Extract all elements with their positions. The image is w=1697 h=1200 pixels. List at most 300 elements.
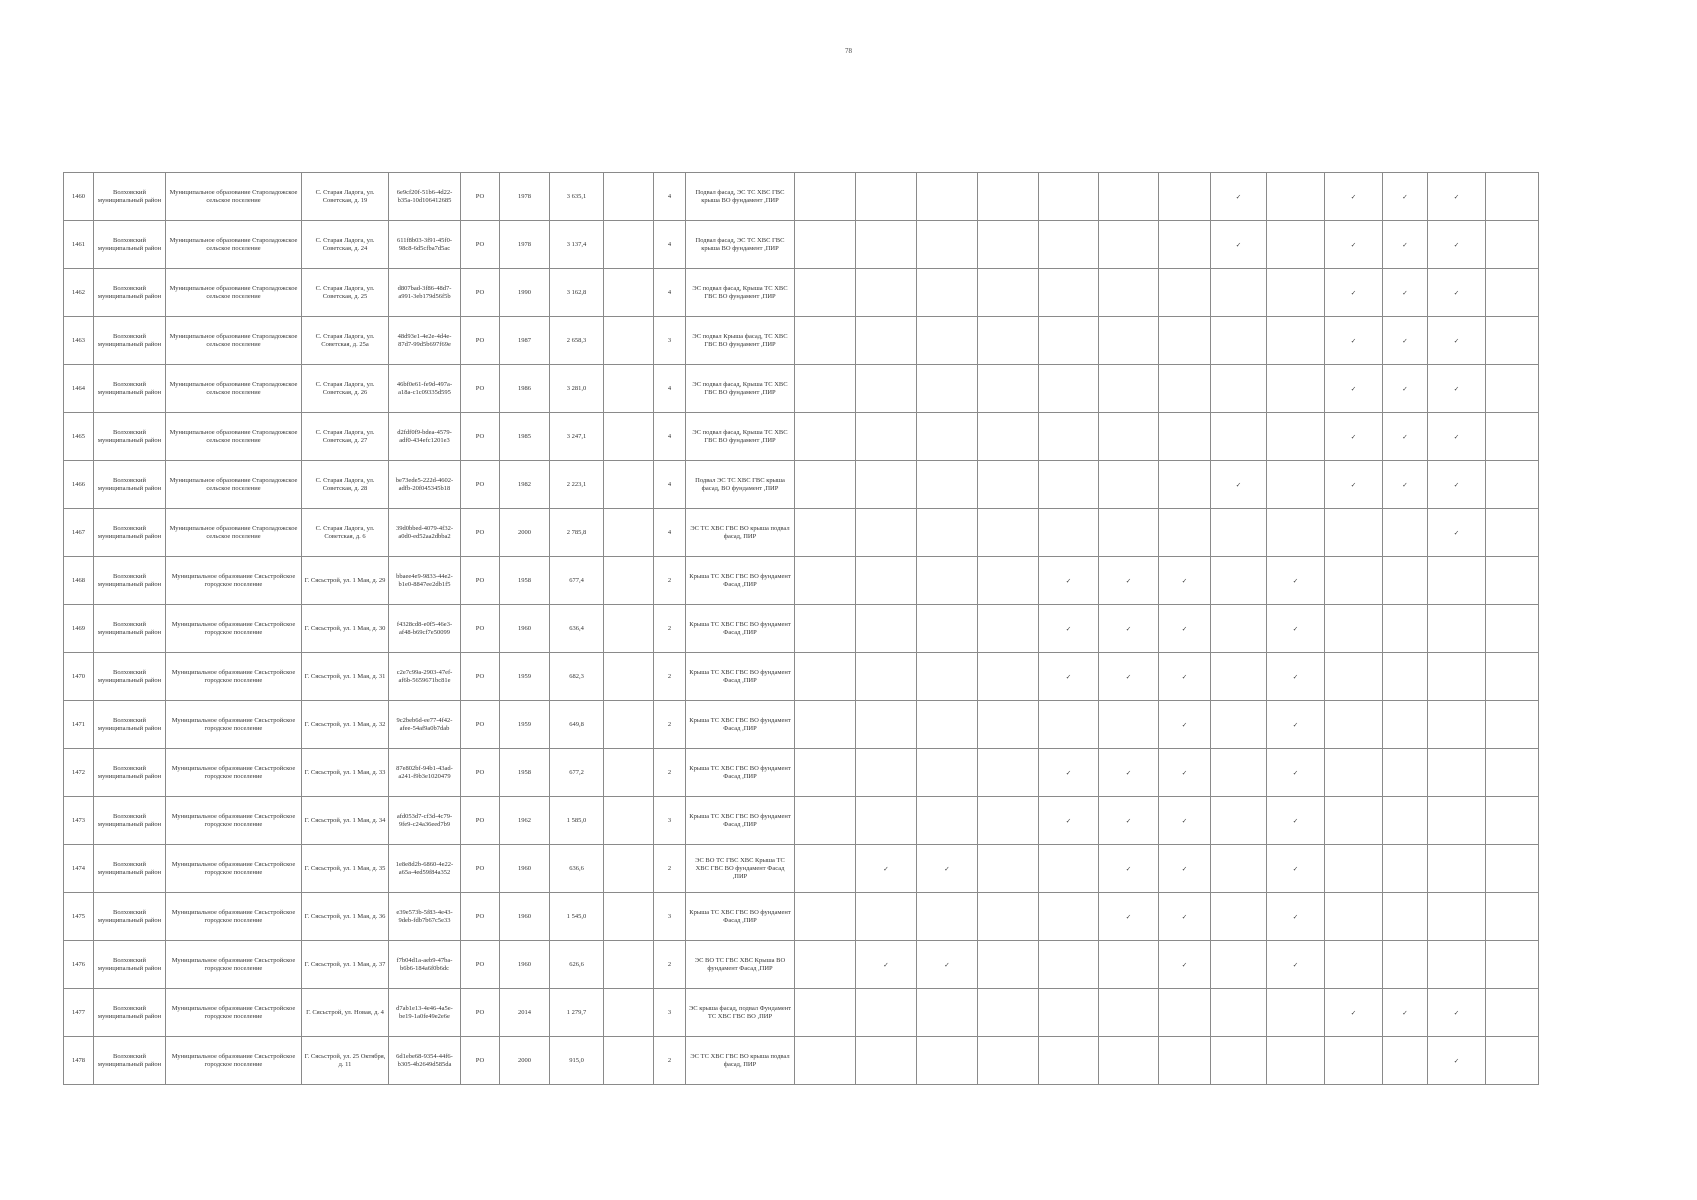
- work-cell: [1099, 269, 1159, 317]
- work-cell: [1486, 605, 1539, 653]
- row-number: 1461: [64, 221, 94, 269]
- check-mark-icon: ✓: [1211, 221, 1267, 269]
- area-cell: 636,6: [550, 845, 604, 893]
- municipality-cell: Муниципальное образование Староладожское сельское поселение: [166, 269, 302, 317]
- table-row: [64, 605, 1539, 653]
- guid-cell: d807bad-3f86-48d7-a991-3eb179d56f5b: [389, 269, 461, 317]
- empty-cell: [604, 461, 654, 509]
- municipality-cell: Муниципальное образование Староладожское сельское поселение: [166, 317, 302, 365]
- work-cell: [978, 365, 1039, 413]
- work-cell: [1159, 1037, 1211, 1085]
- empty-cell: [604, 173, 654, 221]
- guid-cell: be73ede5-222d-4602-adfb-20f045345b18: [389, 461, 461, 509]
- work-cell: [1099, 317, 1159, 365]
- address-cell: Г. Сясьстрой, ул. 1 Мая, д. 32: [302, 701, 389, 749]
- table-row: [64, 1037, 1539, 1085]
- empty-cell: [604, 317, 654, 365]
- guid-cell: 6e9cf20f-51b6-4d22-b35a-10d106412685: [389, 173, 461, 221]
- check-mark-icon: ✓: [1039, 749, 1099, 797]
- table-row: [64, 893, 1539, 941]
- check-mark-icon: ✓: [1428, 365, 1486, 413]
- work-cell: [1099, 461, 1159, 509]
- address-cell: С. Старая Ладога, ул. Советская, д. 19: [302, 173, 389, 221]
- address-cell: С. Старая Ладога, ул. Советская, д. 24: [302, 221, 389, 269]
- works-list-cell: ЭС крыша фасад, подвал Фундамент ТС ХВС ГВС ВО ,ПИР: [686, 989, 795, 1037]
- work-cell: [1211, 1037, 1267, 1085]
- work-cell: [1428, 701, 1486, 749]
- work-cell: [1267, 365, 1325, 413]
- check-mark-icon: ✓: [1428, 173, 1486, 221]
- district-cell: Волховский муниципальный район: [94, 701, 166, 749]
- area-cell: 649,8: [550, 701, 604, 749]
- row-number: 1477: [64, 989, 94, 1037]
- check-mark-icon: ✓: [1267, 557, 1325, 605]
- works-list-cell: ЭС ВО ТС ГВС ХВС Крыша ВО фундамент Фасад ,ПИР: [686, 941, 795, 989]
- district-cell: Волховский муниципальный район: [94, 269, 166, 317]
- work-cell: [917, 317, 978, 365]
- municipality-cell: Муниципальное образование Сясьстройское городское поселение: [166, 605, 302, 653]
- work-cell: [917, 509, 978, 557]
- work-cell: [1383, 605, 1428, 653]
- year-built-cell: 2014: [500, 989, 550, 1037]
- work-cell: [1428, 845, 1486, 893]
- work-cell: [917, 749, 978, 797]
- work-cell: [1159, 365, 1211, 413]
- municipality-cell: Муниципальное образование Староладожское сельское поселение: [166, 509, 302, 557]
- row-number: 1471: [64, 701, 94, 749]
- guid-cell: 611f8b03-3f91-45f0-98c8-6d5cfba7d5ac: [389, 221, 461, 269]
- work-cell: [1039, 845, 1099, 893]
- area-cell: 1 279,7: [550, 989, 604, 1037]
- guid-cell: f4328cd8-e0f5-46e3-af48-b69cf7e50099: [389, 605, 461, 653]
- district-cell: Волховский муниципальный район: [94, 365, 166, 413]
- address-cell: Г. Сясьстрой, ул. 1 Мая, д. 34: [302, 797, 389, 845]
- year-built-cell: 1962: [500, 797, 550, 845]
- check-mark-icon: ✓: [1099, 557, 1159, 605]
- work-cell: [978, 221, 1039, 269]
- table-row: [64, 317, 1539, 365]
- year-built-cell: 1958: [500, 749, 550, 797]
- work-cell: [917, 461, 978, 509]
- work-cell: [795, 701, 856, 749]
- year-built-cell: 1958: [500, 557, 550, 605]
- works-list-cell: ЭС подвал фасад, Крыша ТС ХВС ГВС ВО фундамент ,ПИР: [686, 365, 795, 413]
- work-cell: [1325, 941, 1383, 989]
- address-cell: С. Старая Ладога, ул. Советская, д. 6: [302, 509, 389, 557]
- municipality-cell: Муниципальное образование Староладожское сельское поселение: [166, 365, 302, 413]
- work-cell: [978, 557, 1039, 605]
- empty-cell: [604, 557, 654, 605]
- work-cell: [1039, 1037, 1099, 1085]
- work-cell: [1383, 557, 1428, 605]
- area-cell: 2 223,1: [550, 461, 604, 509]
- district-cell: Волховский муниципальный район: [94, 653, 166, 701]
- check-mark-icon: ✓: [1383, 989, 1428, 1037]
- fund-type-cell: РО: [461, 557, 500, 605]
- work-cell: [1159, 461, 1211, 509]
- municipality-cell: Муниципальное образование Сясьстройское городское поселение: [166, 989, 302, 1037]
- check-mark-icon: ✓: [1159, 797, 1211, 845]
- work-cell: [1099, 701, 1159, 749]
- work-cell: [1211, 941, 1267, 989]
- work-cell: [1211, 653, 1267, 701]
- work-cell: [856, 365, 917, 413]
- work-cell: [1383, 797, 1428, 845]
- work-cell: [1428, 653, 1486, 701]
- municipality-cell: Муниципальное образование Сясьстройское городское поселение: [166, 893, 302, 941]
- work-cell: [1211, 989, 1267, 1037]
- work-cell: [978, 317, 1039, 365]
- work-cell: [856, 701, 917, 749]
- work-cell: [1486, 893, 1539, 941]
- address-cell: С. Старая Ладога, ул. Советская, д. 25а: [302, 317, 389, 365]
- row-number: 1466: [64, 461, 94, 509]
- area-cell: 1 545,0: [550, 893, 604, 941]
- works-list-cell: Крыша ТС ХВС ГВС ВО фундамент Фасад ,ПИР: [686, 557, 795, 605]
- table-row: [64, 749, 1539, 797]
- work-cell: [917, 365, 978, 413]
- guid-cell: 87e802bf-94b1-43ad-a241-f9b3e1020479: [389, 749, 461, 797]
- work-cell: [1486, 941, 1539, 989]
- work-cell: [795, 749, 856, 797]
- work-cell: [1039, 317, 1099, 365]
- work-cell: [1428, 557, 1486, 605]
- work-cell: [1383, 845, 1428, 893]
- district-cell: Волховский муниципальный район: [94, 989, 166, 1037]
- check-mark-icon: ✓: [1428, 461, 1486, 509]
- address-cell: Г. Сясьстрой, ул. 1 Мая, д. 37: [302, 941, 389, 989]
- floors-cell: 3: [654, 893, 686, 941]
- table-row: [64, 701, 1539, 749]
- work-cell: [1211, 365, 1267, 413]
- work-cell: [978, 1037, 1039, 1085]
- work-cell: [1099, 1037, 1159, 1085]
- year-built-cell: 1960: [500, 605, 550, 653]
- area-cell: 3 162,8: [550, 269, 604, 317]
- guid-cell: 1e8e8d2b-6860-4e22-a65a-4ed59f84a352: [389, 845, 461, 893]
- work-cell: [1325, 701, 1383, 749]
- fund-type-cell: РО: [461, 749, 500, 797]
- check-mark-icon: ✓: [1099, 749, 1159, 797]
- year-built-cell: 2000: [500, 1037, 550, 1085]
- area-cell: 677,2: [550, 749, 604, 797]
- fund-type-cell: РО: [461, 173, 500, 221]
- row-number: 1473: [64, 797, 94, 845]
- work-cell: [917, 557, 978, 605]
- floors-cell: 4: [654, 173, 686, 221]
- work-cell: [1383, 893, 1428, 941]
- district-cell: Волховский муниципальный район: [94, 557, 166, 605]
- work-cell: [978, 797, 1039, 845]
- guid-cell: 6d1ebe68-9354-44f6-b305-4b2649d585da: [389, 1037, 461, 1085]
- work-cell: [978, 461, 1039, 509]
- guid-cell: 48d93e1-4e2e-4d4e-87d7-99d5b697f69e: [389, 317, 461, 365]
- work-cell: [1486, 413, 1539, 461]
- district-cell: Волховский муниципальный район: [94, 317, 166, 365]
- area-cell: 2 785,8: [550, 509, 604, 557]
- check-mark-icon: ✓: [1267, 701, 1325, 749]
- year-built-cell: 1985: [500, 413, 550, 461]
- work-cell: [795, 653, 856, 701]
- row-number: 1463: [64, 317, 94, 365]
- work-cell: [917, 701, 978, 749]
- work-cell: [1211, 605, 1267, 653]
- work-cell: [856, 605, 917, 653]
- work-cell: [1428, 941, 1486, 989]
- address-cell: Г. Сясьстрой, ул. 1 Мая, д. 29: [302, 557, 389, 605]
- district-cell: Волховский муниципальный район: [94, 173, 166, 221]
- check-mark-icon: ✓: [1325, 365, 1383, 413]
- work-cell: [917, 989, 978, 1037]
- municipality-cell: Муниципальное образование Сясьстройское городское поселение: [166, 557, 302, 605]
- municipality-cell: Муниципальное образование Староладожское сельское поселение: [166, 461, 302, 509]
- work-cell: [1099, 173, 1159, 221]
- check-mark-icon: ✓: [1099, 653, 1159, 701]
- work-cell: [978, 845, 1039, 893]
- work-cell: [1211, 845, 1267, 893]
- empty-cell: [604, 269, 654, 317]
- fund-type-cell: РО: [461, 461, 500, 509]
- fund-type-cell: РО: [461, 221, 500, 269]
- table-row: [64, 509, 1539, 557]
- check-mark-icon: ✓: [1325, 461, 1383, 509]
- check-mark-icon: ✓: [917, 941, 978, 989]
- works-list-cell: Подвал фасад, ЭС ТС ХВС ГВС крыша ВО фундамент ,ПИР: [686, 173, 795, 221]
- work-cell: [1325, 797, 1383, 845]
- work-cell: [1159, 509, 1211, 557]
- row-number: 1467: [64, 509, 94, 557]
- works-list-cell: Крыша ТС ХВС ГВС ВО фундамент Фасад ,ПИР: [686, 749, 795, 797]
- municipality-cell: Муниципальное образование Сясьстройское городское поселение: [166, 797, 302, 845]
- work-cell: [1099, 941, 1159, 989]
- work-cell: [1486, 749, 1539, 797]
- work-cell: [1325, 1037, 1383, 1085]
- area-cell: 682,3: [550, 653, 604, 701]
- row-number: 1469: [64, 605, 94, 653]
- guid-cell: d7ab1e13-4e46-4a5e-be19-1a0fe49e2e6e: [389, 989, 461, 1037]
- empty-cell: [604, 797, 654, 845]
- check-mark-icon: ✓: [1267, 893, 1325, 941]
- work-cell: [1099, 365, 1159, 413]
- check-mark-icon: ✓: [1099, 845, 1159, 893]
- work-cell: [978, 701, 1039, 749]
- area-cell: 636,4: [550, 605, 604, 653]
- year-built-cell: 1987: [500, 317, 550, 365]
- work-cell: [1267, 173, 1325, 221]
- empty-cell: [604, 221, 654, 269]
- row-number: 1464: [64, 365, 94, 413]
- area-cell: 1 585,0: [550, 797, 604, 845]
- guid-cell: 9c2beb6d-ee77-4f42-afee-54af9a0b7dab: [389, 701, 461, 749]
- fund-type-cell: РО: [461, 1037, 500, 1085]
- fund-type-cell: РО: [461, 317, 500, 365]
- fund-type-cell: РО: [461, 653, 500, 701]
- fund-type-cell: РО: [461, 941, 500, 989]
- check-mark-icon: ✓: [1428, 1037, 1486, 1085]
- work-cell: [1267, 221, 1325, 269]
- fund-type-cell: РО: [461, 845, 500, 893]
- area-cell: 3 247,1: [550, 413, 604, 461]
- work-cell: [1099, 989, 1159, 1037]
- work-cell: [1039, 461, 1099, 509]
- municipality-cell: Муниципальное образование Староладожское сельское поселение: [166, 413, 302, 461]
- year-built-cell: 1982: [500, 461, 550, 509]
- check-mark-icon: ✓: [1383, 269, 1428, 317]
- work-cell: [1267, 1037, 1325, 1085]
- check-mark-icon: ✓: [1099, 605, 1159, 653]
- table-row: [64, 797, 1539, 845]
- table-row: [64, 557, 1539, 605]
- work-cell: [1325, 749, 1383, 797]
- check-mark-icon: ✓: [1325, 269, 1383, 317]
- year-built-cell: 1978: [500, 221, 550, 269]
- guid-cell: 46bf0e61-fe9d-497a-a18a-c1c09335d595: [389, 365, 461, 413]
- work-cell: [1211, 749, 1267, 797]
- area-cell: 677,4: [550, 557, 604, 605]
- district-cell: Волховский муниципальный район: [94, 461, 166, 509]
- check-mark-icon: ✓: [1099, 797, 1159, 845]
- work-cell: [856, 509, 917, 557]
- table-row: [64, 365, 1539, 413]
- work-cell: [1325, 509, 1383, 557]
- check-mark-icon: ✓: [1039, 605, 1099, 653]
- check-mark-icon: ✓: [856, 845, 917, 893]
- check-mark-icon: ✓: [1039, 653, 1099, 701]
- work-cell: [917, 413, 978, 461]
- row-number: 1465: [64, 413, 94, 461]
- fund-type-cell: РО: [461, 605, 500, 653]
- check-mark-icon: ✓: [1383, 365, 1428, 413]
- table-row: [64, 653, 1539, 701]
- empty-cell: [604, 653, 654, 701]
- work-cell: [917, 653, 978, 701]
- work-cell: [856, 269, 917, 317]
- work-cell: [1486, 173, 1539, 221]
- work-cell: [1099, 221, 1159, 269]
- works-list-cell: Крыша ТС ХВС ГВС ВО фундамент Фасад ,ПИР: [686, 605, 795, 653]
- work-cell: [1267, 509, 1325, 557]
- work-cell: [1039, 701, 1099, 749]
- empty-cell: [604, 701, 654, 749]
- table-row: [64, 413, 1539, 461]
- work-cell: [1428, 797, 1486, 845]
- work-cell: [856, 653, 917, 701]
- municipality-cell: Муниципальное образование Сясьстройское городское поселение: [166, 845, 302, 893]
- guid-cell: d2fdf0f9-bdea-4579-adf0-434efc1201e3: [389, 413, 461, 461]
- check-mark-icon: ✓: [1383, 461, 1428, 509]
- works-list-cell: Подвал фасад, ЭС ТС ХВС ГВС крыша ВО фундамент ,ПИР: [686, 221, 795, 269]
- empty-cell: [604, 941, 654, 989]
- work-cell: [1486, 269, 1539, 317]
- work-cell: [1099, 413, 1159, 461]
- work-cell: [1486, 989, 1539, 1037]
- work-cell: [1383, 653, 1428, 701]
- work-cell: [1383, 749, 1428, 797]
- address-cell: Г. Сясьстрой, ул. 1 Мая, д. 35: [302, 845, 389, 893]
- page-number: 78: [845, 47, 852, 55]
- floors-cell: 2: [654, 845, 686, 893]
- work-cell: [1383, 509, 1428, 557]
- fund-type-cell: РО: [461, 797, 500, 845]
- address-cell: С. Старая Ладога, ул. Советская, д. 28: [302, 461, 389, 509]
- district-cell: Волховский муниципальный район: [94, 893, 166, 941]
- work-cell: [1211, 317, 1267, 365]
- floors-cell: 4: [654, 461, 686, 509]
- address-cell: Г. Сясьстрой, ул. Новая, д. 4: [302, 989, 389, 1037]
- empty-cell: [604, 989, 654, 1037]
- district-cell: Волховский муниципальный район: [94, 797, 166, 845]
- work-cell: [1159, 269, 1211, 317]
- empty-cell: [604, 845, 654, 893]
- work-cell: [978, 605, 1039, 653]
- row-number: 1462: [64, 269, 94, 317]
- work-cell: [1267, 413, 1325, 461]
- works-list-cell: Крыша ТС ХВС ГВС ВО фундамент Фасад ,ПИР: [686, 653, 795, 701]
- work-cell: [795, 557, 856, 605]
- works-list-cell: ЭС подвал Крыша фасад, ТС ХВС ГВС ВО фундамент ,ПИР: [686, 317, 795, 365]
- work-cell: [1325, 605, 1383, 653]
- year-built-cell: 1960: [500, 941, 550, 989]
- table-row: [64, 221, 1539, 269]
- row-number: 1468: [64, 557, 94, 605]
- work-cell: [978, 509, 1039, 557]
- work-cell: [795, 317, 856, 365]
- work-cell: [856, 173, 917, 221]
- works-list-cell: ЭС подвал фасад, Крыша ТС ХВС ГВС ВО фундамент ,ПИР: [686, 413, 795, 461]
- table-row: [64, 461, 1539, 509]
- work-cell: [795, 413, 856, 461]
- works-list-cell: ЭС ТС ХВС ГВС ВО крыша подвал фасад, ПИР: [686, 509, 795, 557]
- year-built-cell: 1986: [500, 365, 550, 413]
- work-cell: [1211, 893, 1267, 941]
- check-mark-icon: ✓: [1159, 557, 1211, 605]
- municipality-cell: Муниципальное образование Сясьстройское городское поселение: [166, 749, 302, 797]
- table-row: [64, 845, 1539, 893]
- floors-cell: 2: [654, 749, 686, 797]
- empty-cell: [604, 365, 654, 413]
- work-cell: [1486, 221, 1539, 269]
- work-cell: [856, 413, 917, 461]
- work-cell: [978, 941, 1039, 989]
- work-cell: [1267, 269, 1325, 317]
- row-number: 1476: [64, 941, 94, 989]
- floors-cell: 4: [654, 365, 686, 413]
- fund-type-cell: РО: [461, 269, 500, 317]
- work-cell: [1039, 269, 1099, 317]
- floors-cell: 2: [654, 941, 686, 989]
- work-cell: [1099, 509, 1159, 557]
- work-cell: [1486, 317, 1539, 365]
- table-row: [64, 941, 1539, 989]
- check-mark-icon: ✓: [1159, 749, 1211, 797]
- check-mark-icon: ✓: [1383, 413, 1428, 461]
- check-mark-icon: ✓: [1325, 413, 1383, 461]
- work-cell: [917, 797, 978, 845]
- address-cell: С. Старая Ладога, ул. Советская, д. 27: [302, 413, 389, 461]
- check-mark-icon: ✓: [1428, 269, 1486, 317]
- address-cell: Г. Сясьстрой, ул. 1 Мая, д. 30: [302, 605, 389, 653]
- district-cell: Волховский муниципальный район: [94, 221, 166, 269]
- year-built-cell: 1959: [500, 653, 550, 701]
- check-mark-icon: ✓: [1383, 317, 1428, 365]
- work-cell: [795, 845, 856, 893]
- check-mark-icon: ✓: [1267, 941, 1325, 989]
- check-mark-icon: ✓: [1383, 221, 1428, 269]
- work-cell: [1039, 365, 1099, 413]
- check-mark-icon: ✓: [1267, 653, 1325, 701]
- work-cell: [795, 605, 856, 653]
- work-cell: [1039, 893, 1099, 941]
